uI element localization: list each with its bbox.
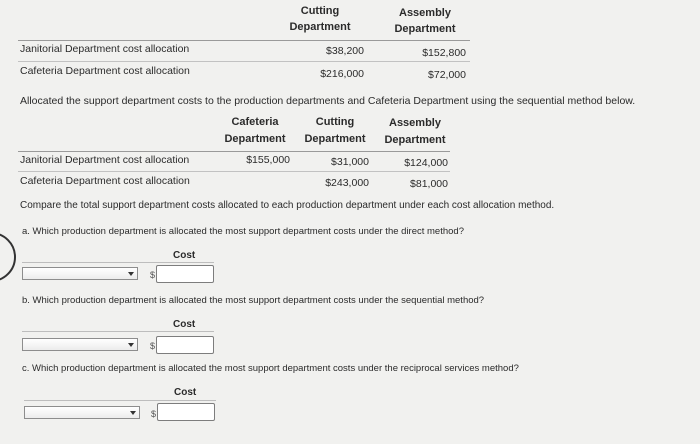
table1-row1-cutting: $38,200 [326, 45, 364, 57]
question-c-selected-value [25, 412, 28, 422]
table1-row2-cutting: $216,000 [320, 68, 364, 80]
col-header-assembly-line2: Department [394, 23, 456, 35]
question-b-department-select[interactable] [22, 338, 138, 351]
t2-col-header-cafeteria-line1: Cafeteria [231, 116, 279, 128]
question-c-cost-value [158, 409, 161, 419]
question-c-header-rule [24, 400, 216, 401]
question-b-header-rule [22, 331, 214, 332]
question-c-cost-label: Cost [174, 387, 197, 398]
sequential-intro-text: Allocated the support department costs to the production departments and Cafeteria Department using the sequential method below. [20, 95, 636, 107]
table2-row1-label: Janitorial Department cost allocation [20, 154, 190, 166]
question-b-selected-value [23, 344, 26, 354]
question-a-cost-value [157, 271, 160, 281]
col-header-cutting-line2: Department [289, 21, 351, 33]
question-c-dollar-sign: $ [151, 409, 157, 419]
question-b-cost-input[interactable] [156, 336, 214, 354]
question-b-cost-label: Cost [173, 319, 196, 330]
chevron-down-icon [130, 411, 136, 415]
compare-instruction: Compare the total support department costs allocated to each production department under each cost allocation method. [20, 200, 555, 211]
table2-row1-assembly: $124,000 [404, 157, 448, 169]
question-a-dollar-sign: $ [150, 270, 156, 280]
t2-col-header-assembly-line2: Department [384, 134, 446, 146]
question-c-text: c. Which production department is allocated the most support department costs under the reciprocal services method? [22, 363, 519, 374]
table2-row2-label: Cafeteria Department cost allocation [20, 175, 190, 187]
table1-header-rule [18, 40, 470, 41]
question-a-selected-value [23, 273, 26, 283]
question-a-department-select[interactable] [22, 267, 138, 280]
col-header-cutting [280, 5, 360, 33]
table2-row-rule [18, 171, 450, 172]
t2-col-header-assembly-line1: Assembly [389, 117, 441, 129]
question-a-cost-input[interactable] [156, 265, 214, 283]
t2-col-header-cafeteria [215, 116, 295, 145]
col-header-assembly-line1: Assembly [399, 7, 451, 19]
question-c-department-select[interactable] [24, 406, 140, 419]
question-b-cost-value [157, 342, 160, 352]
question-a-cost-label: Cost [173, 250, 196, 261]
table1-row1-label: Janitorial Department cost allocation [20, 43, 190, 55]
table1-row1-assembly: $152,800 [422, 47, 466, 59]
chevron-down-icon [128, 343, 134, 347]
t2-col-header-cafeteria-line2: Department [224, 133, 286, 145]
table1-row2-assembly: $72,000 [428, 69, 466, 81]
table2-row2-cutting: $243,000 [325, 177, 369, 189]
t2-col-header-cutting-line1: Cutting [315, 116, 355, 128]
col-header-assembly [385, 7, 465, 35]
table2-row1-cafeteria: $155,000 [246, 154, 290, 166]
question-a-text: a. Which production department is allocated the most support department costs under the direct method? [22, 226, 464, 237]
focus-ring-decoration [0, 232, 16, 282]
table1-row-rule [18, 61, 470, 62]
t2-col-header-assembly [375, 117, 455, 146]
col-header-cutting-line1: Cutting [300, 5, 340, 17]
question-b-text: b. Which production department is allocated the most support department costs under the sequential method? [22, 295, 485, 306]
t2-col-header-cutting-line2: Department [304, 133, 366, 145]
table2-row1-cutting: $31,000 [331, 156, 369, 168]
t2-col-header-cutting [295, 116, 375, 145]
question-c-cost-input[interactable] [157, 403, 215, 421]
table2-row2-assembly: $81,000 [410, 178, 448, 190]
question-a-header-rule [22, 262, 214, 263]
chevron-down-icon [128, 272, 134, 276]
table2-header-rule [18, 151, 450, 152]
table1-row2-label: Cafeteria Department cost allocation [20, 65, 190, 77]
question-b-dollar-sign: $ [150, 341, 156, 351]
